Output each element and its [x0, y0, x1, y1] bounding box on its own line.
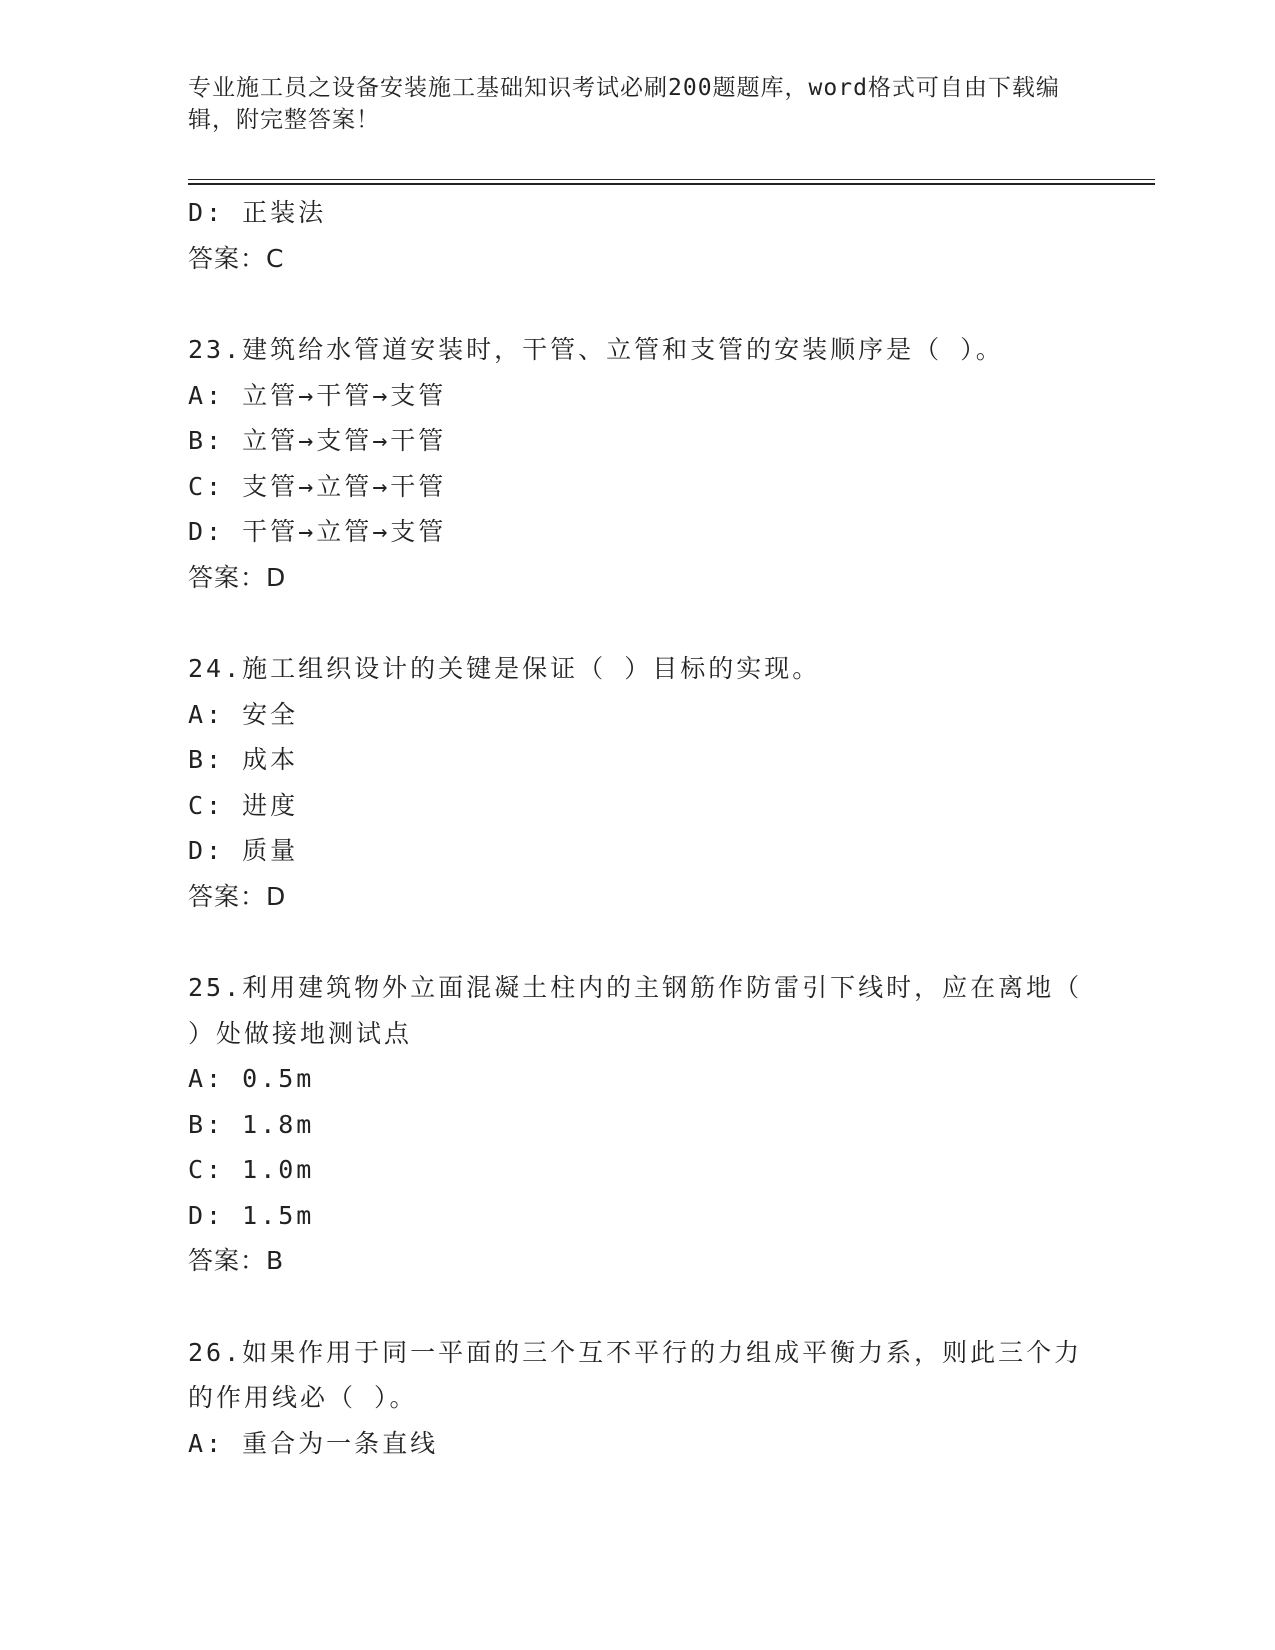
option-b: B: 1.8m: [188, 1109, 315, 1139]
question-stem-26: 26.如果作用于同一平面的三个互不平行的力组成平衡力系，则此三个力的作用线必（ ）。: [188, 1337, 1083, 1412]
option-d: D: 干管→立管→支管: [188, 517, 447, 546]
option-c: C: 1.0m: [188, 1155, 315, 1184]
option-d: D: 质量: [188, 836, 299, 865]
option-b: B: 立管→支管→干管: [188, 426, 447, 455]
option-a: A: 0.5m: [188, 1064, 315, 1093]
option-a: A: 立管→干管→支管: [188, 380, 447, 410]
document-header-title: 专业施工员之设备安装施工基础知识考试必刷200题题库，word格式可自由下载编辑，附完整答案！: [188, 75, 1060, 133]
spacer: [188, 281, 1088, 327]
option-c: C: 支管→立管→干管: [188, 471, 447, 501]
question-stem-24: 24.施工组织设计的关键是保证（ ）目标的实现。: [188, 654, 821, 683]
question-list: [188, 190, 1088, 1466]
header-divider-bottom: [188, 183, 1155, 185]
option-b: B: 成本: [188, 745, 299, 774]
question-stem-23: 23.建筑给水管道安装时，干管、立管和支管的安装顺序是（ ）。: [188, 335, 1004, 364]
spacer: [188, 919, 1088, 965]
spacer: [188, 600, 1088, 646]
option-d: D: 正装法: [188, 198, 327, 227]
spacer: [188, 1284, 1088, 1330]
answer: 答案：C: [188, 243, 285, 273]
question-stem-25: 25.利用建筑物外立面混凝土柱内的主钢筋作防雷引下线时，应在离地（ ）处做接地测试点: [188, 973, 1083, 1048]
option-d: D: 1.5m: [188, 1200, 315, 1230]
answer: 答案：B: [188, 1246, 285, 1275]
answer: 答案：D: [188, 881, 287, 911]
option-c: C: 进度: [188, 790, 299, 820]
header-divider-top: [188, 179, 1155, 180]
option-a: A: 安全: [188, 699, 299, 729]
option-a: A: 重合为一条直线: [188, 1428, 439, 1458]
answer: 答案：D: [188, 562, 287, 592]
